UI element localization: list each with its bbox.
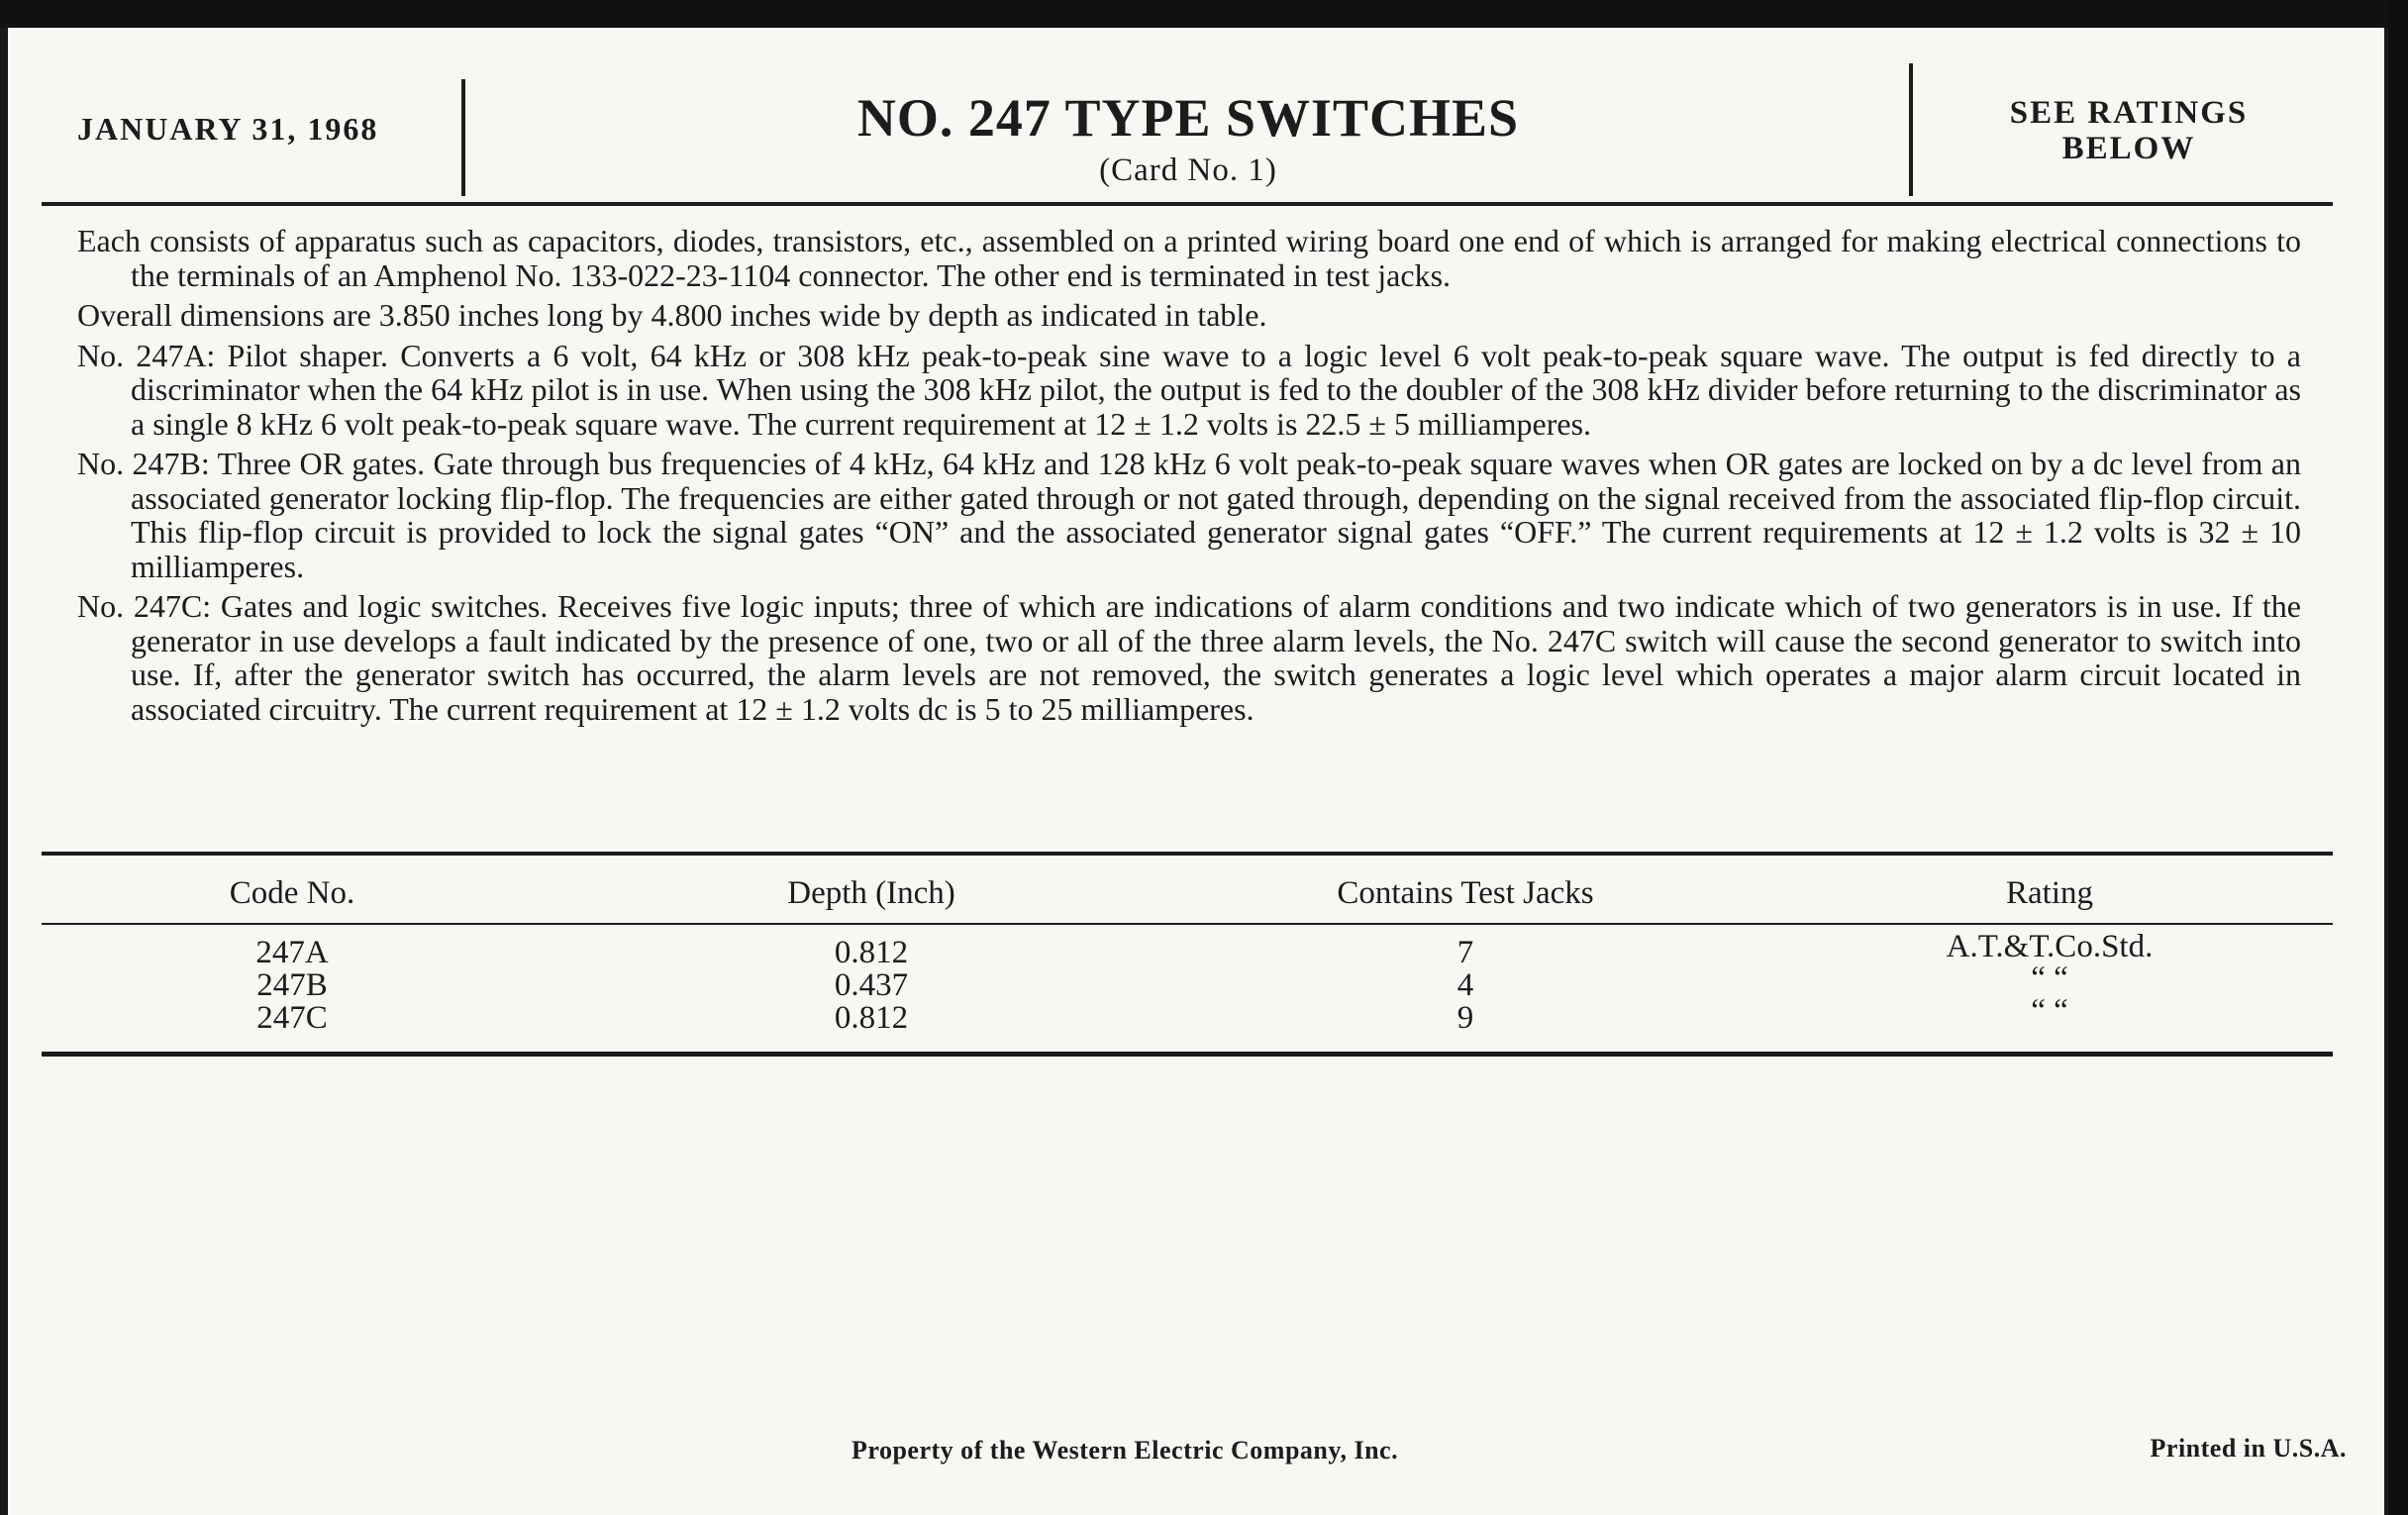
table-cell-rating: “ “ bbox=[2031, 960, 2068, 996]
table-cell-code: 247A bbox=[255, 935, 329, 970]
description-paragraph: Each consists of apparatus such as capacitors, diodes, transistors, etc., assembled on a printed wiring board one end of which is arranged for making electrical connections to the terminals of an Amphenol No. 133-022-23-1104 connector. The other end is terminated in test jacks. bbox=[77, 223, 2301, 293]
description-paragraph: No. 247C: Gates and logic switches. Receives five logic inputs; three of which are indications of alarm conditions and two indicate which of two generators is in use. If the generator in use develops a fault indicated by the presence of one, two or all of the three alarm levels, the No. 247C switch will cause the second generator to switch into use. If, after the generator switch has occurred, the alarm levels are not removed, the switch generates a logic level which operates a major alarm circuit located in associated circuitry. The current requirement at 12 ± 1.2 volts dc is 5 to 25 milliamperes. bbox=[77, 588, 2301, 727]
description-paragraph: No. 247B: Three OR gates. Gate through bus frequencies of 4 kHz, 64 kHz and 128 kHz 6 volt peak-to-peak square waves when OR gates are locked on by a dc level from an associated generator locking flip-flop. The frequencies are either gated through or not gated through, depending on the signal received from the associated flip-flop circuit. This flip-flop circuit is provided to lock the signal gates “ON” and the associated generator signal gates “OFF.” The current requirements at 12 ± 1.2 volts is 32 ± 10 milliamperes. bbox=[77, 446, 2301, 584]
header-date: JANUARY 31, 1968 bbox=[77, 111, 379, 147]
table-cell-rating: A.T.&T.Co.Std. bbox=[1946, 929, 2154, 964]
table-cell-depth: 0.437 bbox=[834, 967, 909, 1003]
scan-right-edge bbox=[2388, 0, 2408, 1515]
table-header-rating: Rating bbox=[2006, 875, 2093, 911]
see-ratings-line1: SEE RATINGS bbox=[2009, 95, 2249, 131]
footer-property-notice: Property of the Western Electric Company, Inc. bbox=[852, 1436, 1399, 1464]
table-header-depth: Depth (Inch) bbox=[787, 875, 955, 911]
description-paragraph: No. 247A: Pilot shaper. Converts a 6 volt, 64 kHz or 308 kHz peak-to-peak sine wave to a logic level 6 volt peak-to-peak square wave. The output is fed directly to a discriminator when the 64 kHz pilot is in use. When using the 308 kHz pilot, the output is fed to the doubler of the 308 kHz divider before returning to the discriminator as a single 8 kHz 6 volt peak-to-peak square wave. The current requirement at 12 ± 1.2 volts is 22.5 ± 5 milliamperes. bbox=[77, 337, 2301, 442]
table-cell-depth: 0.812 bbox=[834, 935, 909, 970]
page-title: NO. 247 TYPE SWITCHES bbox=[856, 88, 1520, 148]
description-paragraph: Overall dimensions are 3.850 inches long by 4.800 inches wide by depth as indicated in table. bbox=[77, 297, 1267, 333]
table-cell-code: 247C bbox=[256, 1000, 328, 1036]
table-bottom-rule bbox=[42, 1052, 2333, 1057]
table-top-rule bbox=[42, 852, 2333, 856]
see-ratings-line2: BELOW bbox=[2061, 131, 2196, 166]
scan-top-edge bbox=[0, 0, 2408, 28]
table-cell-test-jacks: 7 bbox=[1456, 935, 1474, 970]
header-divider-right bbox=[1909, 63, 1913, 196]
table-cell-test-jacks: 9 bbox=[1456, 1000, 1474, 1036]
table-header-test-jacks: Contains Test Jacks bbox=[1337, 875, 1594, 911]
table-cell-depth: 0.812 bbox=[834, 1000, 909, 1036]
description-body bbox=[77, 224, 2301, 732]
page-subtitle: (Card No. 1) bbox=[1099, 152, 1277, 188]
see-ratings-note bbox=[1921, 95, 2337, 166]
table-header-rule bbox=[42, 923, 2333, 925]
table-cell-code: 247B bbox=[256, 967, 328, 1003]
table-cell-rating: “ “ bbox=[2031, 993, 2068, 1029]
header-rule bbox=[42, 202, 2333, 206]
table-header-code: Code No. bbox=[229, 875, 355, 911]
footer-printed-in: Printed in U.S.A. bbox=[2150, 1434, 2347, 1463]
table-cell-test-jacks: 4 bbox=[1456, 967, 1474, 1003]
